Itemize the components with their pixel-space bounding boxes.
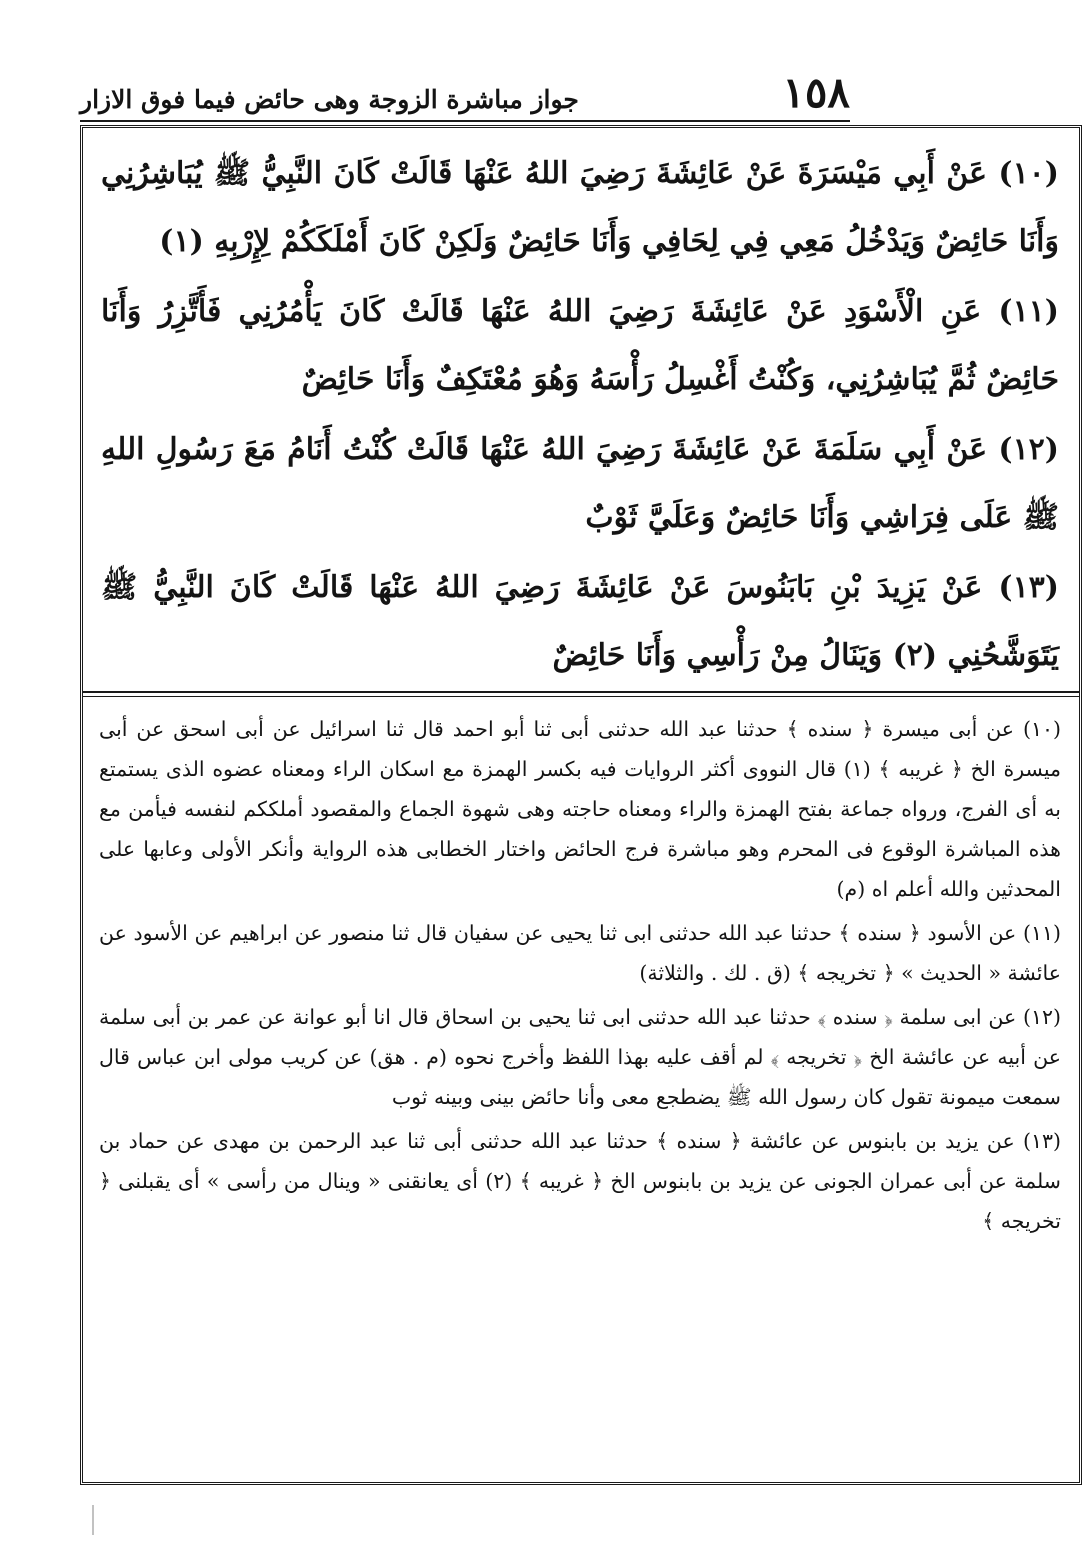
page-number: ١٥٨ — [782, 68, 850, 117]
note-10: (١٠) عن أبى ميسرة ﴿ سنده ﴾ حدثنا عبد الله حدثنى أبى ثنا أبو احمد قال ثنا اسرائيل عن أبى اسحق عن أبى ميسرة الخ ﴿ غريبه ﴾ (١) قال النووى أكثر الروايات فيه بكسر الهمزة مع اسكان الراء ومعناه عضوه الذى يستمتع به أى الفرج، ورواه جماعة بفتح الهمزة والراء ومعناه حاجته وهى شهوة الجماع والمقصود أملككم لنفسه فيأمن مع هذه المباشرة الوقوع فى المحرم وهو مباشرة فرج الحائض واختار الخطابى هذه الرواية وأنكر الأولى وعابها على المحدثين والله أعلم اه (م) — [99, 717, 1061, 901]
hadith-11: (١١) عَنِ الْأَسْوَدِ عَنْ عَائِشَةَ رَضِيَ اللهُ عَنْهَا قَالَتْ كَانَ يَأْمُرُنِي فَأَتَّزِرُ وَأَنَا حَائِضٌ ثُمَّ يُبَاشِرُنِي، وَكُنْتُ أَغْسِلُ رَأْسَهُ وَهُوَ مُعْتَكِفٌ وَأَنَا حَائِضٌ — [101, 294, 1059, 397]
hadith-13: (١٣) عَنْ يَزِيدَ بْنِ بَابَنُوسَ عَنْ عَائِشَةَ رَضِيَ اللهُ عَنْهَا قَالَتْ كَانَ النَّبِيُّ ﷺ يَتَوَشَّحُنِي (٢) وَيَنَالُ مِنْ رَأْسِي وَأَنَا حَائِضٌ — [101, 570, 1059, 673]
note-11: (١١) عن الأسود ﴿ سنده ﴾ حدثنا عبد الله حدثنى ابى ثنا يحيى عن سفيان قال ثنا منصور عن ابراهيم عن الأسود عن عائشة « الحديث » ﴿ تخريجه ﴾ (ق . لك . والثلاثة) — [99, 921, 1061, 985]
section-divider — [83, 691, 1079, 697]
hadith-text-panel — [83, 128, 1079, 691]
commentary-panel — [83, 703, 1079, 1482]
running-title: جواز مباشرة الزوجة وهى حائض فيما فوق الازار — [80, 85, 579, 114]
note-13: (١٣) عن يزيد بن بابنوس عن عائشة ﴿ سنده ﴾ حدثنا عبد الله حدثنى أبى ثنا عبد الرحمن بن مهدى عن حماد بن سلمة عن أبى عمران الجونى عن يزيد بن بابنوس الخ ﴿ غريبه ﴾ (٢) أى يعانقنى « وينال من رأسى » أى يقبلنى ﴿ تخريجه ﴾ — [99, 1129, 1061, 1233]
margin-mark — [92, 1505, 94, 1535]
hadith-12: (١٢) عَنْ أَبِي سَلَمَةَ عَنْ عَائِشَةَ رَضِيَ اللهُ عَنْهَا قَالَتْ كُنْتُ أَنَامُ مَعَ رَسُولِ اللهِ ﷺ عَلَى فِرَاشِي وَأَنَا حَائِضٌ وَعَلَيَّ ثَوْبٌ — [101, 432, 1059, 535]
note-12: (١٢) عن ابى سلمة ﴿ سنده ﴾ حدثنا عبد الله حدثنى ابى ثنا يحيى بن اسحاق قال انا أبو عوانة عن عمر بن أبى سلمة عن أبيه عن عائشة الخ ﴿ تخريجه ﴾ لم أقف عليه بهذا اللفظ وأخرج نحوه (م . هق) عن كريب مولى ابن عباس قال سمعت ميمونة تقول كان رسول الله ﷺ يضطجع معى وأنا حائض بينى وبينه ثوب — [99, 1005, 1061, 1109]
hadith-10: (١٠) عَنْ أَبِي مَيْسَرَةَ عَنْ عَائِشَةَ رَضِيَ اللهُ عَنْهَا قَالَتْ كَانَ النَّبِيُّ ﷺ يُبَاشِرُنِي وَأَنَا حَائِضٌ وَيَدْخُلُ مَعِي فِي لِحَافِي وَأَنَا حَائِضٌ وَلَكِنْ كَانَ أَمْلَكَكُمْ لِإِرْبِهِ (١) — [101, 156, 1059, 259]
text-frame — [80, 125, 1082, 1485]
page-header — [80, 62, 850, 122]
